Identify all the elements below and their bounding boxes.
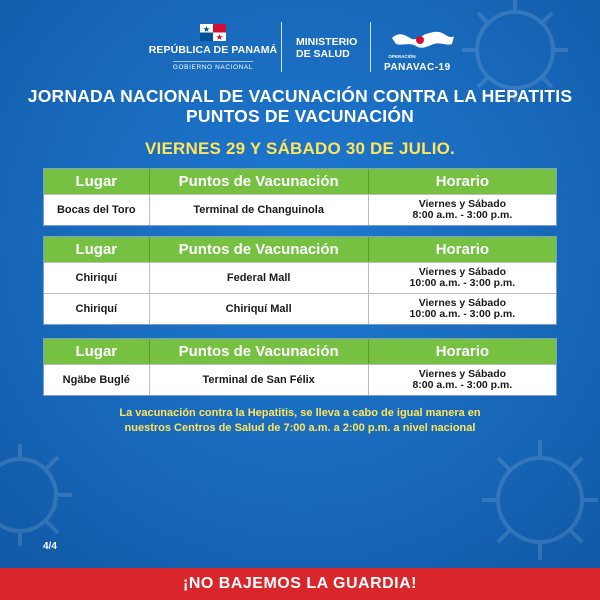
column-header-schedule: Horario bbox=[435, 241, 490, 258]
cell-point: Terminal de Changuinola bbox=[150, 195, 369, 225]
column-header-point: Puntos de Vacunación bbox=[150, 237, 369, 262]
note-line-1: La vacunación contra la Hepatitis, se lleva a cabo de igual manera en bbox=[119, 407, 481, 419]
page-title: JORNADA NACIONAL DE VACUNACIÓN CONTRA LA HEPATITIS bbox=[27, 86, 573, 106]
government-subtitle: GOBIERNO NACIONAL bbox=[173, 61, 253, 71]
virus-decoration-icon bbox=[470, 430, 600, 570]
schedule-table bbox=[43, 236, 557, 325]
government-title: REPÚBLICA DE PANAMÁ bbox=[148, 44, 278, 56]
header bbox=[0, 16, 600, 76]
panama-map-icon bbox=[390, 24, 456, 54]
panavac-logo bbox=[382, 20, 462, 80]
operation-label: OPERACIÓN bbox=[388, 54, 416, 59]
ministry-line-1: MINISTERIO bbox=[296, 36, 358, 48]
panama-flag-icon bbox=[200, 24, 226, 41]
table-row bbox=[44, 364, 556, 395]
cell-days: Viernes y Sábado bbox=[418, 297, 507, 309]
table-header bbox=[44, 237, 556, 262]
note-line-2: nuestros Centros de Salud de 7:00 a.m. a 2:00 p.m. a nivel nacional bbox=[124, 422, 476, 434]
ministry-line-2: DE SALUD bbox=[296, 48, 350, 60]
cell-point: Chiriquí Mall bbox=[150, 294, 369, 324]
table-row bbox=[44, 293, 556, 324]
cell-hours: 10:00 a.m. - 3:00 p.m. bbox=[409, 308, 516, 320]
cell-schedule bbox=[369, 195, 556, 225]
virus-decoration-icon bbox=[0, 440, 90, 550]
column-header-point: Puntos de Vacunación bbox=[150, 339, 369, 364]
page-indicator: 4/4 bbox=[43, 541, 57, 552]
cell-days: Viernes y Sábado bbox=[418, 198, 507, 210]
cell-schedule bbox=[369, 365, 556, 395]
header-divider bbox=[281, 22, 282, 72]
column-header-place: Lugar bbox=[44, 339, 150, 364]
operation-name: PANAVAC-19 bbox=[384, 62, 451, 73]
event-date: VIERNES 29 Y SÁBADO 30 DE JULIO. bbox=[145, 139, 455, 158]
header-divider bbox=[370, 22, 371, 72]
table-header bbox=[44, 169, 556, 194]
column-header-point: Puntos de Vacunación bbox=[150, 169, 369, 194]
schedule-table bbox=[43, 338, 557, 396]
cell-schedule bbox=[369, 263, 556, 293]
cell-place: Bocas del Toro bbox=[44, 195, 150, 225]
cell-days: Viernes y Sábado bbox=[418, 266, 507, 278]
cell-schedule bbox=[369, 294, 556, 324]
footer-banner: ¡NO BAJEMOS LA GUARDIA! bbox=[0, 568, 600, 600]
column-header-schedule: Horario bbox=[435, 173, 490, 190]
column-header-schedule: Horario bbox=[435, 343, 490, 360]
cell-place: Ngäbe Buglé bbox=[44, 365, 150, 395]
cell-days: Viernes y Sábado bbox=[418, 368, 507, 380]
column-header-place: Lugar bbox=[44, 237, 150, 262]
cell-hours: 8:00 a.m. - 3:00 p.m. bbox=[412, 209, 513, 221]
cell-hours: 8:00 a.m. - 3:00 p.m. bbox=[412, 379, 513, 391]
cell-place: Chiriquí bbox=[44, 294, 150, 324]
cell-point: Terminal de San Félix bbox=[150, 365, 369, 395]
cell-place: Chiriquí bbox=[44, 263, 150, 293]
column-header-place: Lugar bbox=[44, 169, 150, 194]
cell-point: Federal Mall bbox=[150, 263, 369, 293]
cell-hours: 10:00 a.m. - 3:00 p.m. bbox=[409, 277, 516, 289]
vaccination-note bbox=[60, 406, 540, 436]
schedule-table bbox=[43, 168, 557, 226]
page-subtitle: PUNTOS DE VACUNACIÓN bbox=[186, 106, 414, 126]
table-row bbox=[44, 262, 556, 293]
ministry-logo bbox=[296, 36, 357, 60]
table-row bbox=[44, 194, 556, 225]
table-header bbox=[44, 339, 556, 364]
government-logo bbox=[148, 24, 278, 74]
